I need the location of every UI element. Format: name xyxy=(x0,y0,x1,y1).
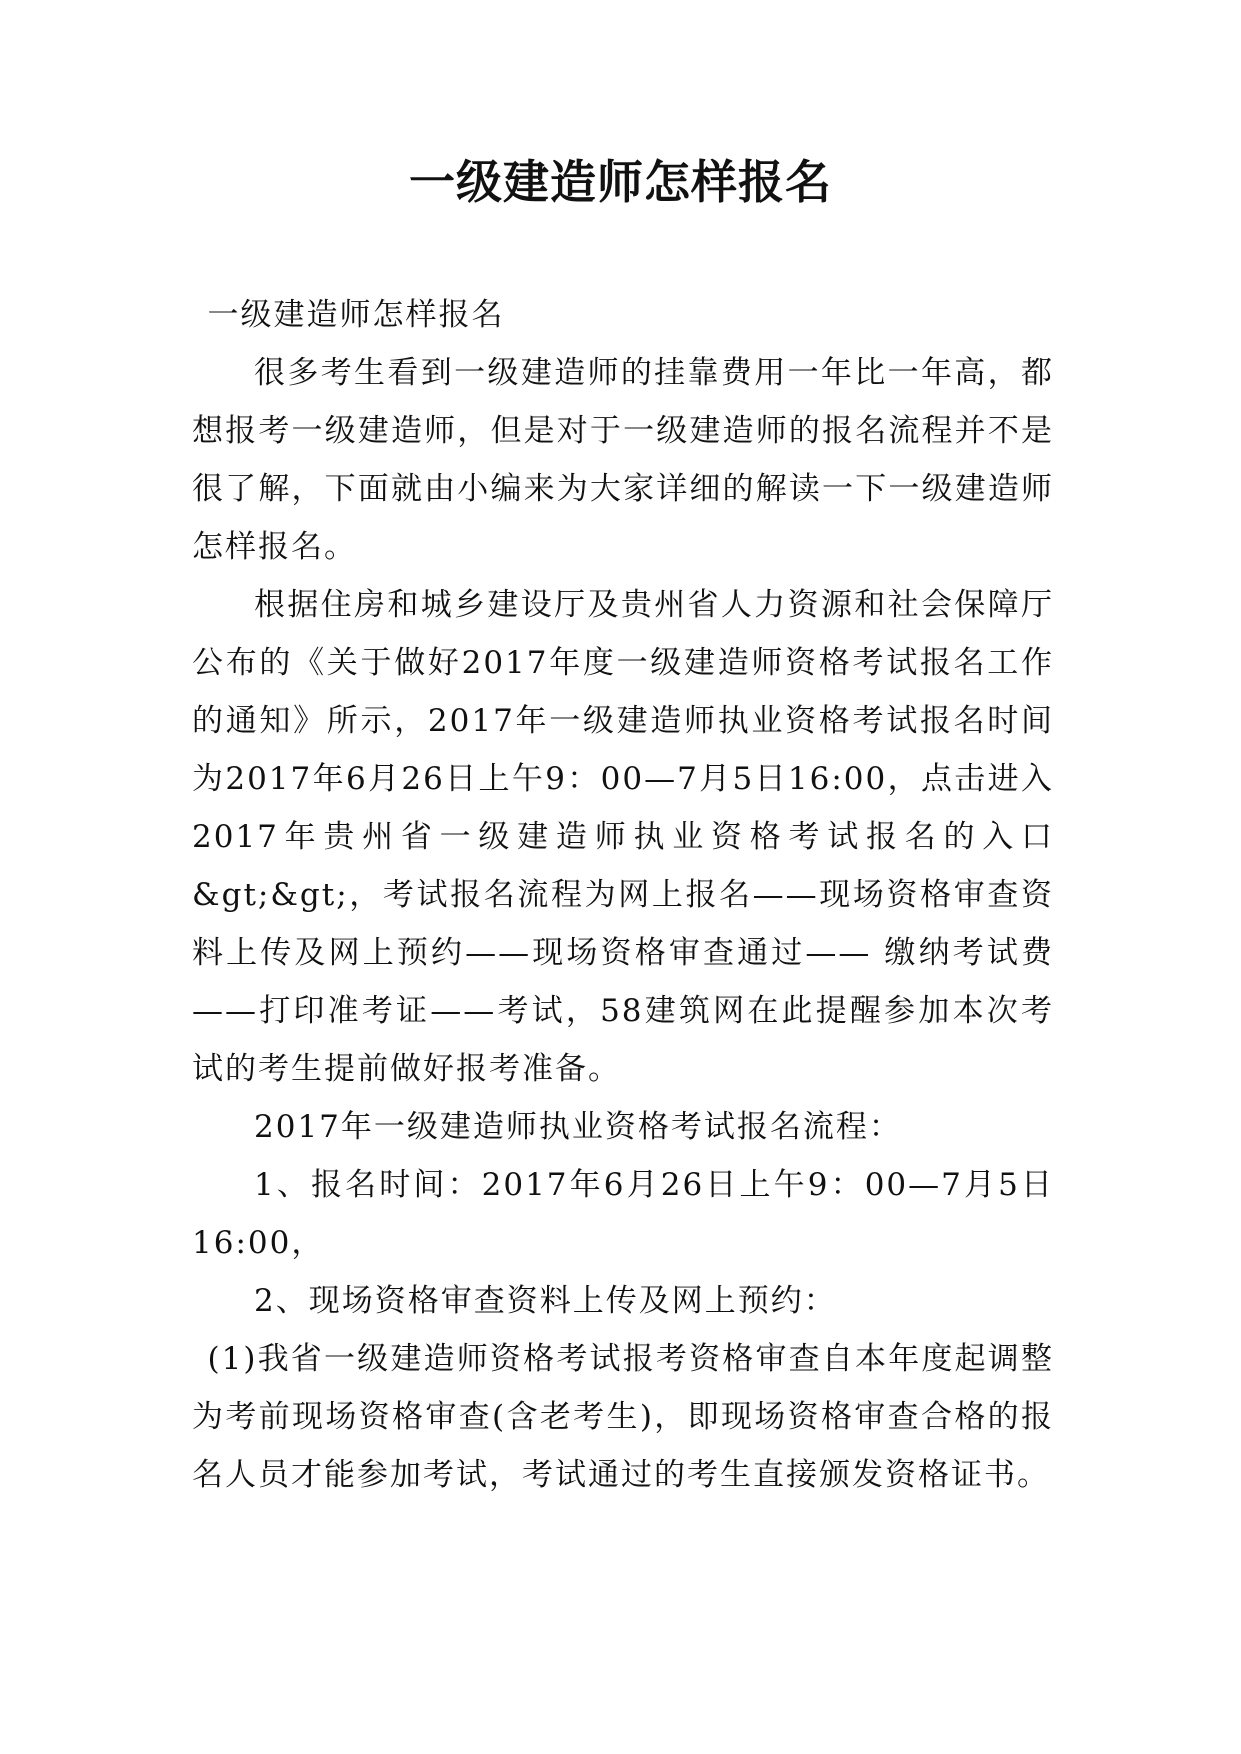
registration-time-paragraph: 1、报名时间：2017年6月26日上午9：00—7月5日16:00， xyxy=(192,1167,1054,1261)
upload-appointment-paragraph: 2、现场资格审查资料上传及网上预约： xyxy=(254,1283,837,1319)
qualification-review-paragraph: (1)我省一级建造师资格考试报考资格审查自本年度起调整为考前现场资格审查(含老考生)，即现场资格审查合格的报名人员才能参加考试，考试通过的考生直接颁发资格证书。 xyxy=(192,1341,1054,1493)
intro-paragraph: 很多考生看到一级建造师的挂靠费用一年比一年高，都想报考一级建造师，但是对于一级建造师的报名流程并不是很了解，下面就由小编来为大家详细的解读一下一级建造师怎样报名。 xyxy=(192,355,1054,565)
process-heading-paragraph: 2017年一级建造师执业资格考试报名流程： xyxy=(254,1109,902,1145)
document-body xyxy=(192,286,1054,1504)
notice-paragraph: 根据住房和城乡建设厅及贵州省人力资源和社会保障厅公布的《关于做好2017年度一级建造师资格考试报名工作的通知》所示，2017年一级建造师执业资格考试报名时间为2017年6月26日上午9：00—7月5日16:00，点击进入2017年贵州省一级建造师执业资格考试报名的入口&gt;&gt;，考试报名流程为网上报名——现场资格审查资料上传及网上预约——现场资格审查通过—— 缴纳考试费——打印准考证——考试，58建筑网在此提醒参加本次考试的考生提前做好报考准备。 xyxy=(192,587,1054,1087)
document-title: 一级建造师怎样报名 xyxy=(409,155,832,209)
subtitle-paragraph: 一级建造师怎样报名 xyxy=(207,297,505,333)
